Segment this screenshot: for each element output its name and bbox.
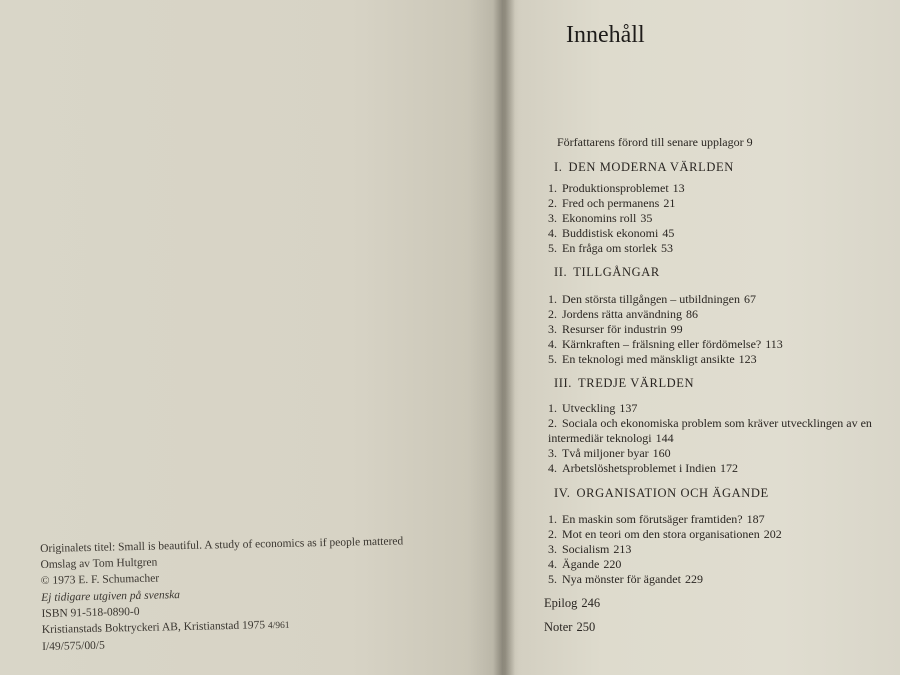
entry-number: 2. [548,307,557,321]
entry-number: 2. [548,527,557,541]
toc-entry [548,416,893,446]
toc-entry [548,557,621,572]
entry-number: 1. [548,181,557,195]
entry-number: 1. [548,401,557,415]
toc-entry [548,322,683,337]
toc-entry [548,352,757,367]
entry-title: Mot en teori om den stora organisationen [562,527,760,541]
cover-credit: Omslag av Tom Hultgren [40,556,158,572]
toc-entry [548,226,674,241]
entry-number: 1. [548,292,557,306]
toc-entry [548,211,652,226]
entry-number: 3. [548,211,557,225]
entry-title: Arbetslöshetsproblemet i Indien [562,461,716,475]
entry-page: 229 [684,572,703,586]
entry-number: 4. [548,557,557,571]
entry-title: En teknologi med mänskligt ansikte [562,352,735,366]
part-heading [554,486,769,501]
toc-entry [548,292,756,307]
notes-title: Noter [544,620,573,634]
entry-number: 4. [548,461,557,475]
entry-number: 4. [548,337,557,351]
toc-entry [548,196,675,211]
toc-entry [548,307,698,322]
colophon [40,532,482,656]
entry-page: 45 [662,226,675,240]
entry-page: 67 [743,292,756,306]
isbn: ISBN 91-518-0890-0 [41,605,140,620]
book-gutter [493,0,515,675]
toc-entry [548,181,685,196]
entry-title: Buddistisk ekonomi [562,226,659,240]
copyright: © 1973 E. F. Schumacher [40,572,160,588]
toc-title: Innehåll [566,22,645,48]
entry-page: 86 [685,307,698,321]
part-title: TILLGÅNGAR [573,265,660,279]
entry-title: En maskin som förutsäger framtiden? [562,512,743,526]
entry-page: 21 [663,196,676,210]
entry-page: 144 [655,431,674,445]
part-title: ORGANISATION OCH ÄGANDE [576,486,769,500]
toc-epilog [544,596,600,611]
part-roman: I. [554,160,563,174]
entry-number: 3. [548,446,557,460]
entry-page: 35 [640,211,653,225]
part-roman: III. [554,376,573,390]
entry-page: 113 [765,337,783,351]
toc-entry [548,572,703,587]
toc-entry [548,337,783,352]
entry-title: Sociala och ekonomiska problem som kräver utvecklingen av en intermediär teknologi [548,416,872,445]
entry-title: Ekonomins roll [562,211,637,225]
entry-title: Ägande [562,557,600,571]
entry-page: 202 [763,527,782,541]
entry-number: 5. [548,352,557,366]
not-published-note: Ej tidigare utgiven på svenska [41,588,181,604]
entry-page: 99 [670,322,683,336]
part-heading [554,160,734,175]
entry-title: Utveckling [562,401,616,415]
entry-page: 187 [746,512,765,526]
entry-page: 213 [613,542,632,556]
entry-title: Jordens rätta användning [562,307,682,321]
entry-page: 13 [672,181,685,195]
part-title: DEN MODERNA VÄRLDEN [568,160,734,174]
entry-number: 3. [548,322,557,336]
printer: Kristianstads Boktryckeri AB, Kristianstad 1975 [41,619,266,636]
entry-title: Nya mönster för ägandet [562,572,681,586]
toc-entry [548,542,631,557]
entry-page: 123 [738,352,757,366]
part-heading [554,376,694,391]
entry-title: En fråga om storlek [562,241,657,255]
entry-number: 1. [548,512,557,526]
toc-entry [548,401,637,416]
entry-number: 5. [548,572,557,586]
entry-number: 4. [548,226,557,240]
entry-number: 3. [548,542,557,556]
epilog-title: Epilog [544,596,578,610]
part-heading [554,265,660,280]
print-code: I/49/575/00/5 [42,639,105,654]
entry-title: Kärnkraften – frälsning eller fördömelse? [562,337,762,351]
part-roman: IV. [554,486,571,500]
entry-title: Produktionsproblemet [562,181,669,195]
entry-number: 2. [548,196,557,210]
entry-title: Fred och permanens [562,196,660,210]
notes-page: 250 [576,620,596,634]
entry-title: Två miljoner byar [562,446,649,460]
entry-title: Den största tillgången – utbildningen [562,292,740,306]
original-title: Originalets titel: Small is beautiful. A study of economics as if people mattered [40,535,404,555]
entry-page: 53 [660,241,673,255]
entry-title: Socialism [562,542,610,556]
entry-page: 220 [603,557,622,571]
toc-entry [548,446,671,461]
toc-notes [544,620,595,635]
epilog-page: 246 [581,596,601,610]
toc-entry [548,512,765,527]
part-roman: II. [554,265,568,279]
toc-preface: Författarens förord till senare upplagor 9 [557,135,753,149]
toc-entry [548,241,673,256]
toc-entry [548,527,782,542]
entry-page: 160 [652,446,671,460]
toc-entry [548,461,738,476]
part-title: TREDJE VÄRLDEN [578,376,695,390]
entry-number: 5. [548,241,557,255]
entry-page: 137 [619,401,638,415]
entry-title: Resurser för industrin [562,322,667,336]
entry-page: 172 [719,461,738,475]
entry-number: 2. [548,416,557,430]
printer-mark: 4/961 [267,620,290,632]
